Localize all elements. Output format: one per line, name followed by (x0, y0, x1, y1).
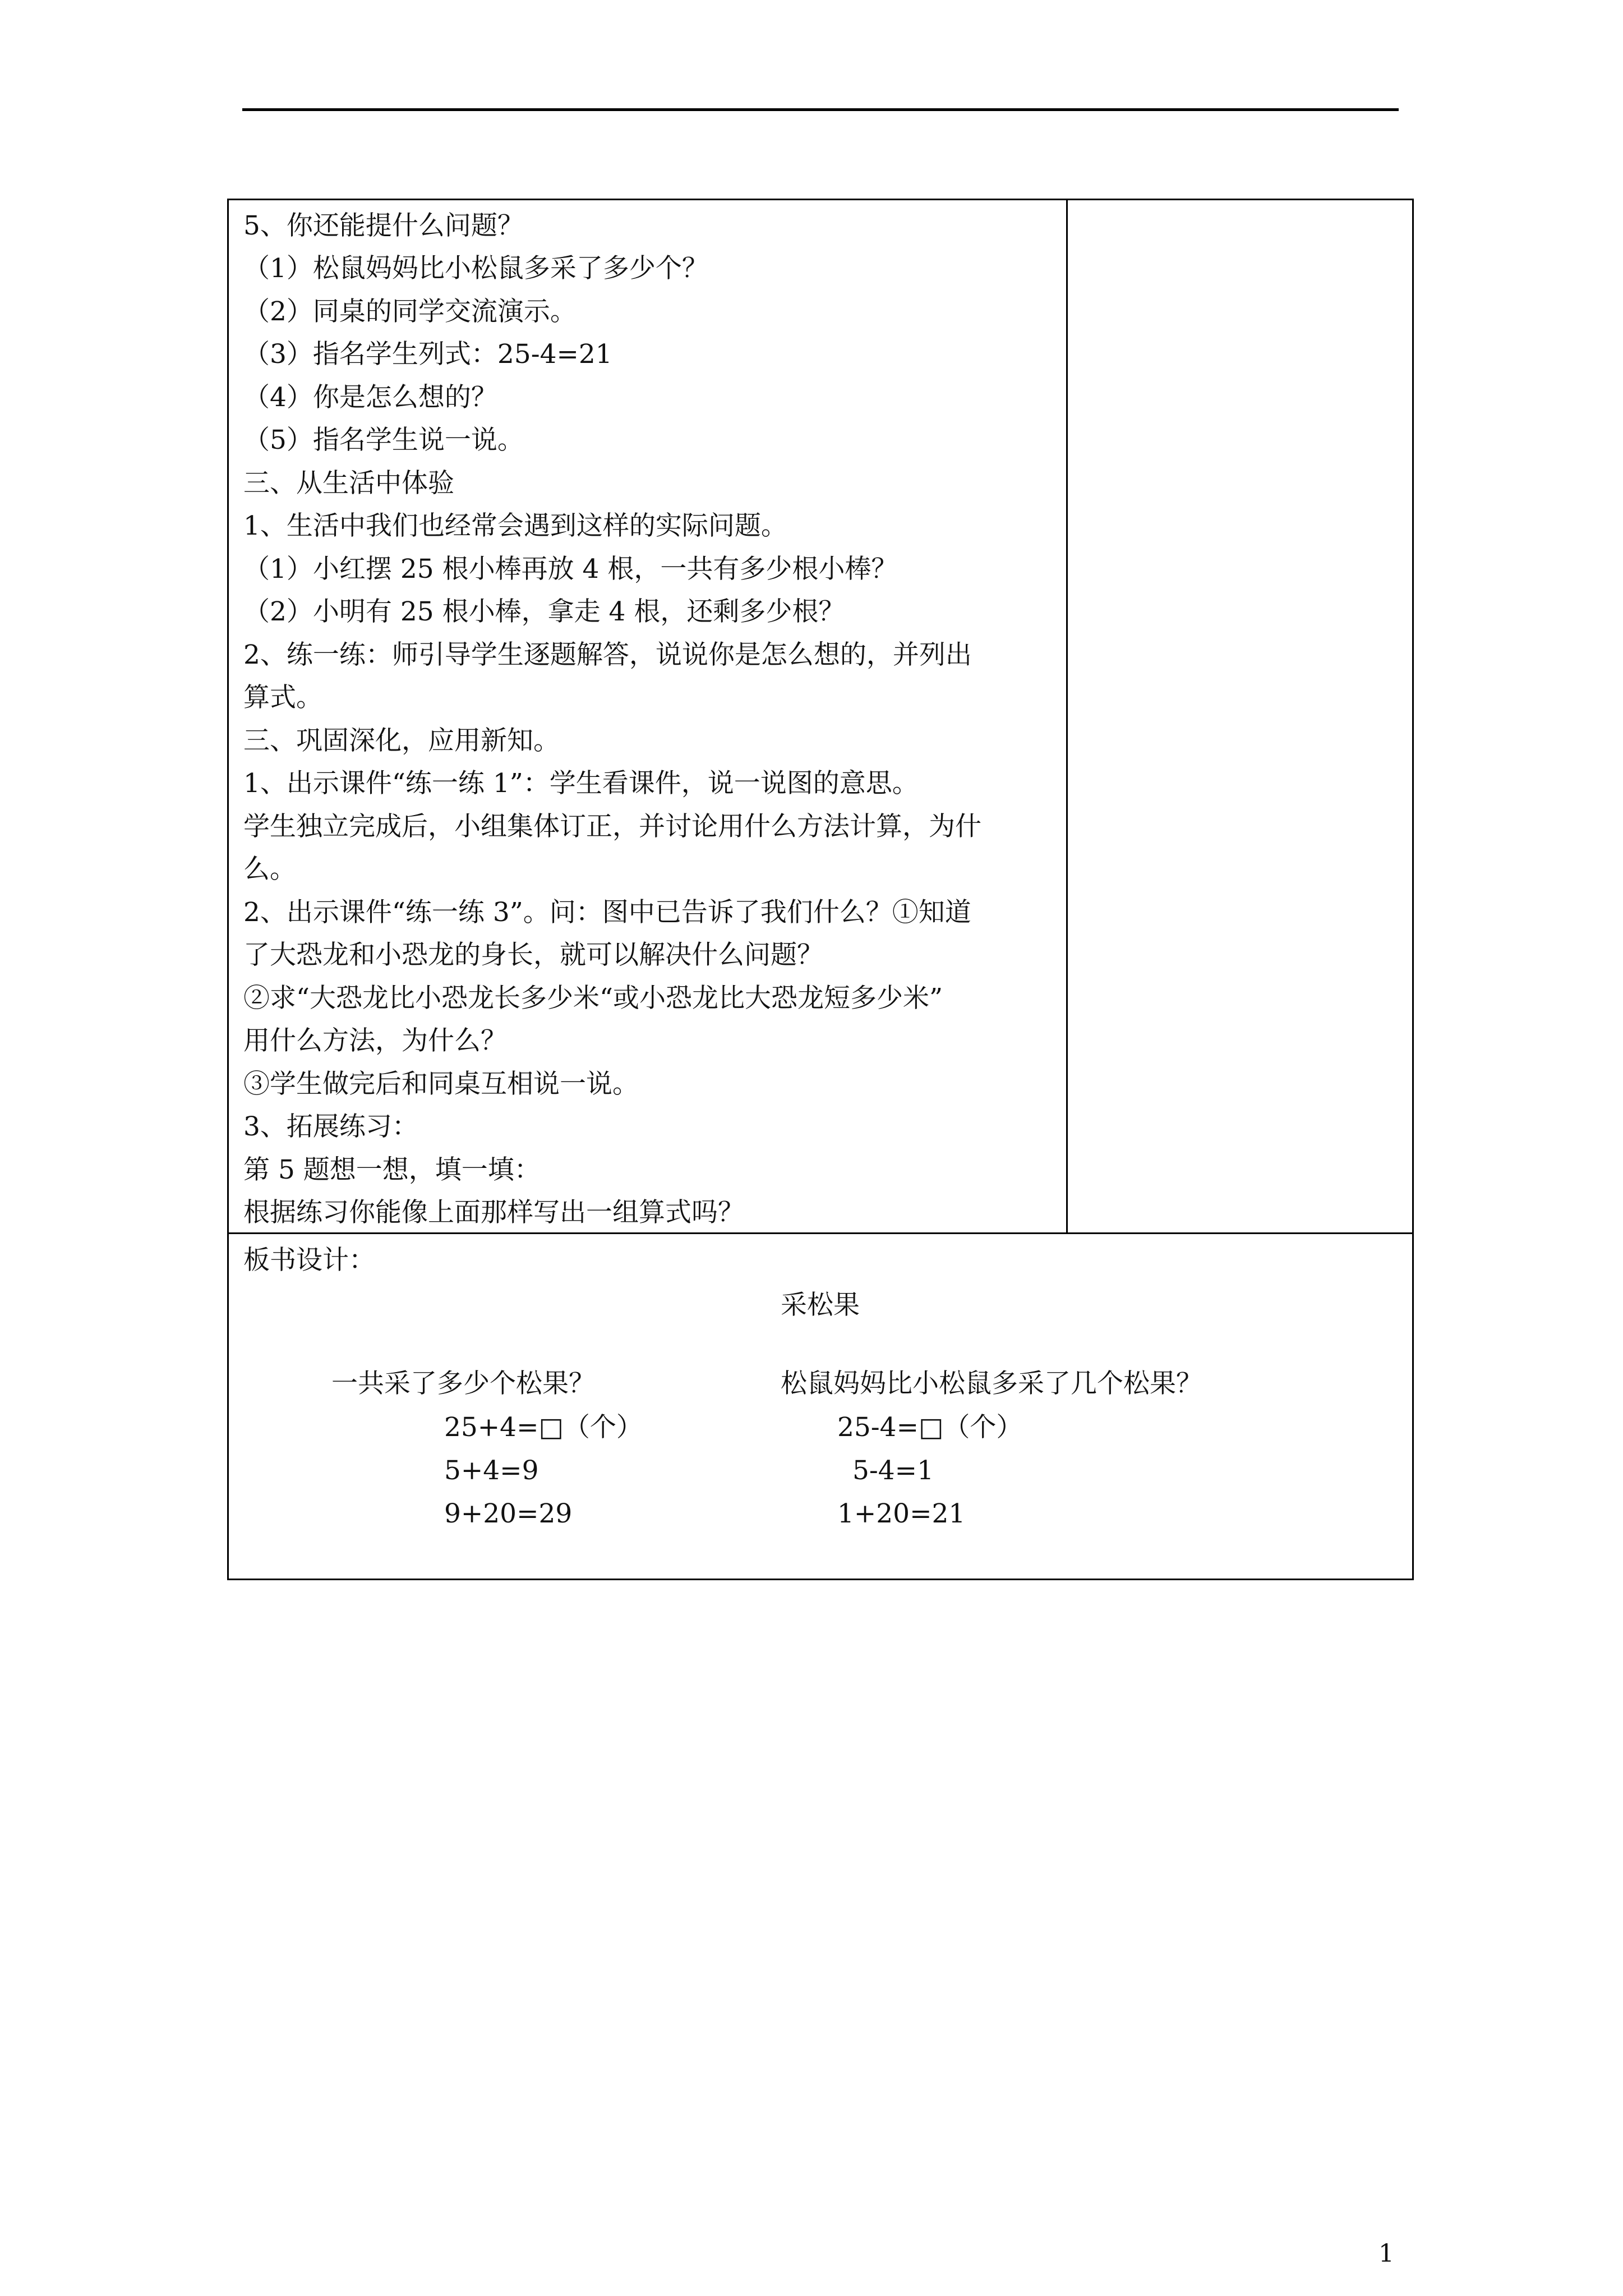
lesson-step-line: 1、生活中我们也经常会遇到这样的实际问题。 (243, 510, 787, 541)
lesson-step-line: （3）指名学生列式：25-4=21 (243, 339, 612, 370)
lesson-step-line: （2）小明有 25 根小棒，拿走 4 根，还剩多少根？ (243, 596, 845, 627)
lesson-steps-table (227, 199, 1414, 1234)
right-formula: 1+20=21 (837, 1498, 966, 1529)
lesson-step-line: 三、巩固深化，应用新知。 (243, 725, 560, 756)
lesson-step-line: 么。 (243, 854, 296, 885)
left-formula: 5+4=9 (444, 1455, 539, 1486)
lesson-step-line: 2、练一练：师引导学生逐题解答，说说你是怎么想的，并列出 (243, 639, 972, 670)
board-design-cell (227, 1232, 1414, 1580)
lesson-step-line: （2）同桌的同学交流演示。 (243, 296, 577, 327)
lesson-step-line: （1）小红摆 25 根小棒再放 4 根，一共有多少根小棒？ (243, 554, 898, 585)
lesson-step-line: （5）指名学生说一说。 (243, 425, 524, 455)
lesson-step-line: 用什么方法，为什么？ (243, 1025, 507, 1056)
left-question: 一共采了多少个松果？ (331, 1368, 595, 1399)
lesson-step-line: 1、出示课件“练一练 1”：学生看课件，说一说图的意思。 (243, 768, 919, 799)
lesson-step-line: ③学生做完后和同桌互相说一说。 (243, 1069, 639, 1099)
left-formula: 9+20=29 (444, 1498, 573, 1529)
lesson-step-line: 3、拓展练习： (243, 1111, 418, 1142)
lesson-step-line: 了大恐龙和小恐龙的身长，就可以解决什么问题？ (243, 940, 823, 970)
left-formula: 25+4=□（个） (444, 1412, 643, 1443)
right-question: 松鼠妈妈比小松鼠多采了几个松果？ (781, 1368, 1202, 1399)
lesson-step-line: （4）你是怎么想的？ (243, 382, 497, 413)
page-number: 1 (1378, 2239, 1394, 2268)
lesson-step-line: 5、你还能提什么问题？ (243, 210, 524, 241)
lesson-step-line: 学生独立完成后，小组集体订正，并讨论用什么方法计算，为什 (243, 811, 981, 842)
right-formula: 5-4=1 (852, 1455, 934, 1486)
lesson-step-line: （1）松鼠妈妈比小松鼠多采了多少个？ (243, 253, 708, 284)
header-rule (242, 108, 1399, 111)
lesson-step-line: 2、出示课件“练一练 3”。问：图中已告诉了我们什么？①知道 (243, 897, 971, 928)
lesson-step-line: 算式。 (243, 682, 322, 713)
lesson-step-line: 根据练习你能像上面那样写出一组算式吗？ (243, 1197, 744, 1228)
lesson-step-line: ②求“大恐龙比小恐龙长多少米“或小恐龙比大恐龙短多少米” (243, 983, 943, 1014)
right-formula: 25-4=□（个） (837, 1412, 1023, 1443)
column-divider (1066, 200, 1068, 1232)
lesson-step-line: 三、从生活中体验 (243, 468, 454, 499)
board-label: 板书设计： (243, 1245, 375, 1276)
lesson-step-line: 第 5 题想一想，填一填： (243, 1154, 541, 1185)
board-title: 采松果 (781, 1290, 860, 1320)
